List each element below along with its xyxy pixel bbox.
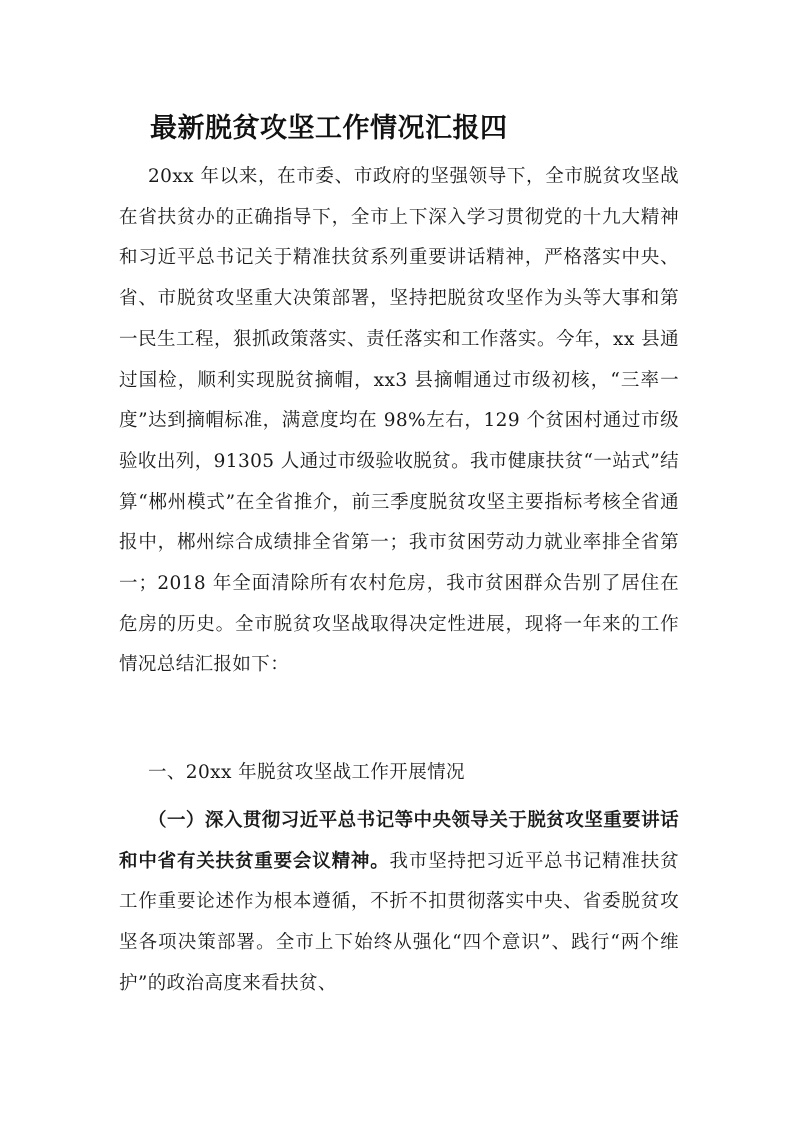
section-heading-1: 一、20xx 年脱贫攻坚战工作开展情况 (148, 762, 465, 783)
paragraph-section-1-1 (119, 801, 679, 1005)
document-title: 最新脱贫攻坚工作情况汇报四 (150, 113, 508, 144)
paragraph-bold-lead: （一）深入贯彻习近平总书记等中央领导关于脱贫攻坚重要讲话和中省有关扶贫重要会议精神。 (119, 810, 679, 872)
paragraph-intro: 20xx 年以来，在市委、市政府的坚强领导下，全市脱贫攻坚战在省扶贫办的正确指导下，全市上下深入学习贯彻党的十九大精神和习近平总书记关于精准扶贫系列重要讲话精神，严格落实中央、省、市脱贫攻坚重大决策部署，坚持把脱贫攻坚作为头等大事和第一民生工程，狠抓政策落实、责任落实和工作落实。今年，xx 县通过国检，顺利实现脱贫摘帽，xx3 县摘帽通过市级初核，“三率一度”达到摘帽标准，满意度均在 98%左右，129 个贫困村通过市级验收出列，91305 人通过市级验收脱贫。我市健康扶贫“一站式”结算“郴州模式”在全省推介，前三季度脱贫攻坚主要指标考核全省通报中，郴州综合成绩排全省第一；我市贫困劳动力就业率排全省第一；2018 年全面清除所有农村危房，我市贫困群众告别了居住在危房的历史。全市脱贫攻坚战取得决定性进展，现将一年来的工作情况总结汇报如下： (119, 166, 679, 676)
paragraph-body: 我市坚持把习近平总书记精准扶贫工作重要论述作为根本遵循，不折不扣贯彻落实中央、省委脱贫攻坚各项决策部署。全市上下始终从强化“四个意识”、践行“两个维护”的政治高度来看扶贫、 (119, 850, 679, 994)
